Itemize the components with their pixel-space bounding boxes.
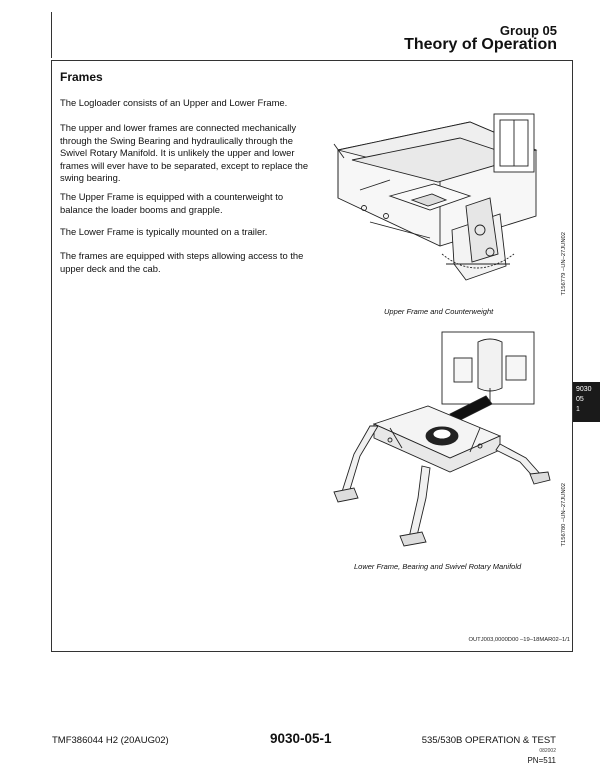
paragraph-2: The upper and lower frames are connected mechanically through the Swing Bearing and hydraulically through the Swivel Rotary Manifold. It is unlikely the upper and lower frames will ever have to be separated, except to replace the swing bearing. xyxy=(60,122,309,184)
reference-code: OUTJ003,0000D00 –19–18MAR02–1/1 xyxy=(468,637,570,643)
figure-2-caption: Lower Frame, Bearing and Swivel Rotary Manifold xyxy=(354,562,522,571)
section-tab xyxy=(573,382,600,422)
section-tab-line-2: 05 xyxy=(576,396,584,403)
paragraph-1: The Logloader consists of an Upper and Lower Frame. xyxy=(60,97,288,108)
footer-date-code: 082002 xyxy=(539,748,556,754)
upper-frame-illustration xyxy=(330,104,555,300)
figure-2-code: T156780 –UN–27JUN02 xyxy=(561,483,567,547)
footer-document-id: TMF386044 H2 (20AUG02) xyxy=(52,735,169,746)
page-title: Theory of Operation xyxy=(404,36,557,53)
figure-1-caption: Upper Frame and Counterweight xyxy=(384,307,494,316)
footer-page-number: 9030-05-1 xyxy=(270,731,332,746)
header-divider xyxy=(51,12,52,58)
lower-frame-illustration xyxy=(330,328,555,556)
section-tab-line-1: 9030 xyxy=(576,386,592,393)
paragraph-5: The frames are equipped with steps allowing access to the upper deck and the cab. xyxy=(60,250,304,274)
section-title: Frames xyxy=(60,70,103,84)
section-tab-line-3: 1 xyxy=(576,406,580,413)
paragraph-4: The Lower Frame is typically mounted on a trailer. xyxy=(60,226,268,237)
footer-manual-title: 535/530B OPERATION & TEST xyxy=(421,735,556,746)
group-label: Group 05 xyxy=(499,23,557,38)
paragraph-3: The Upper Frame is equipped with a counterweight to balance the loader booms and grapple. xyxy=(60,191,284,215)
footer-pn: PN=511 xyxy=(527,756,556,765)
figure-1-code: T156779 –UN–27JUN02 xyxy=(561,232,567,296)
